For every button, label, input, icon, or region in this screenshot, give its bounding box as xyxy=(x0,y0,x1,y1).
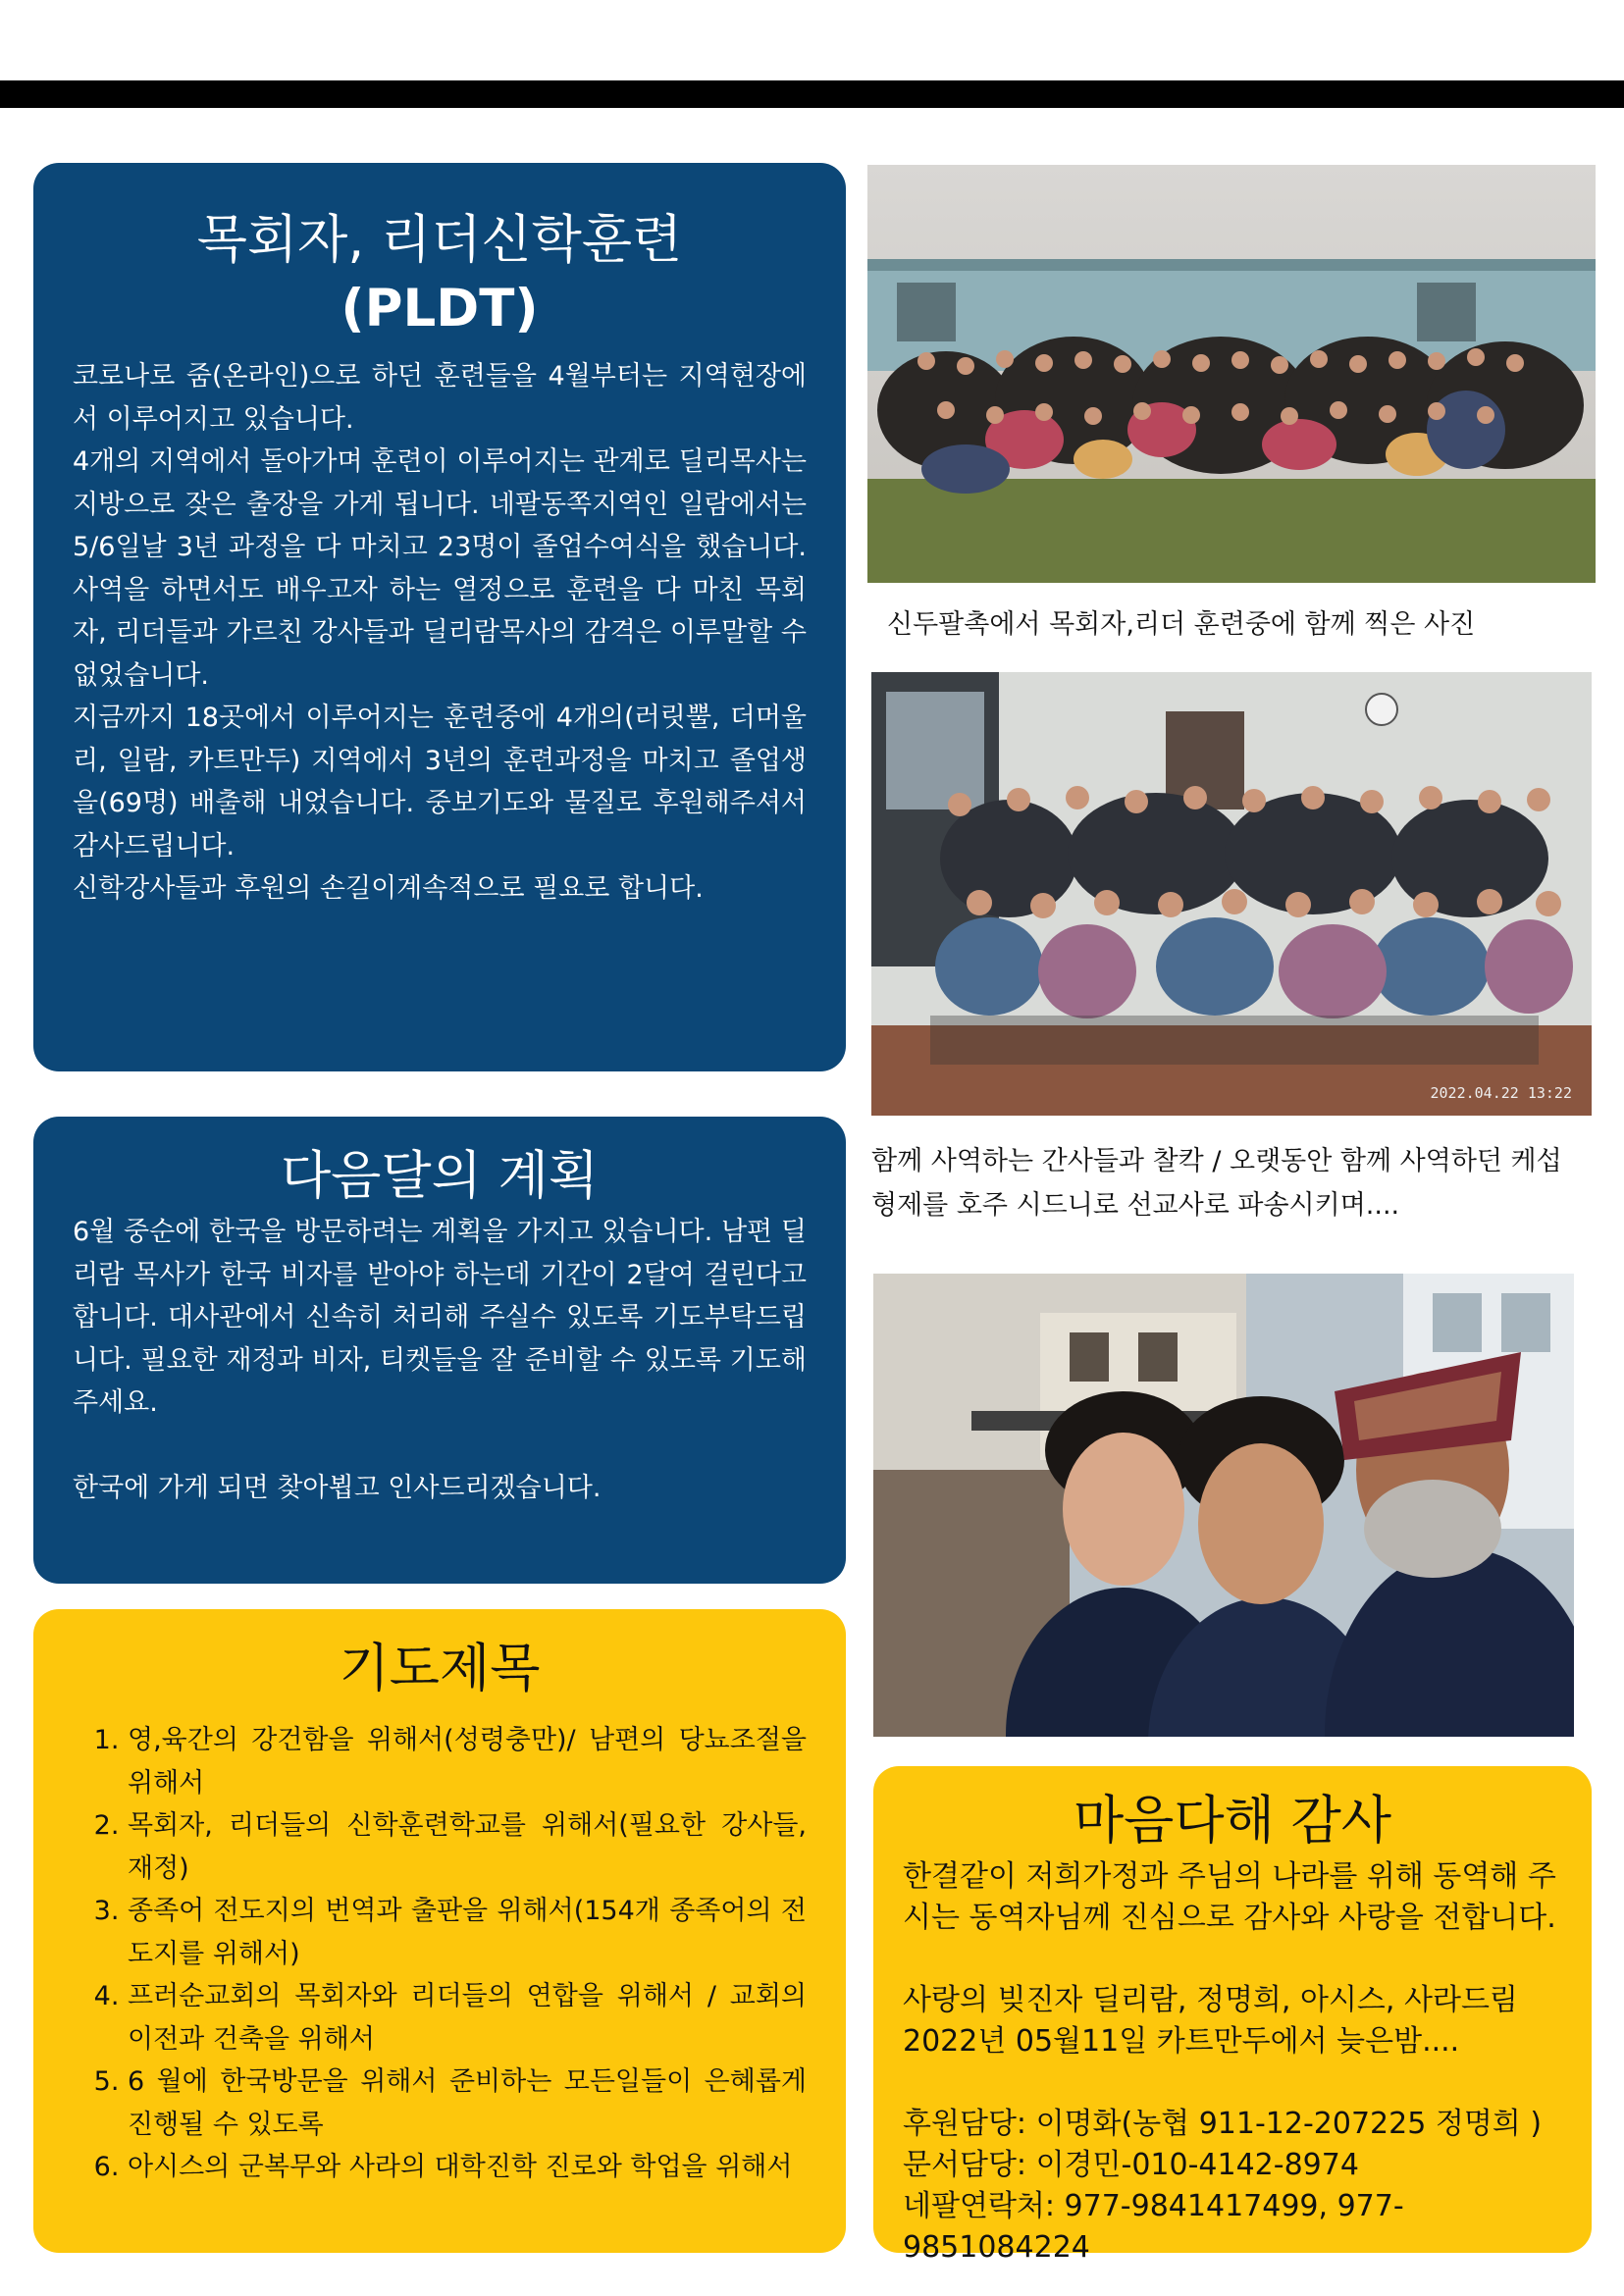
top-bar xyxy=(0,80,1624,108)
thanks-para1: 한결같이 저희가정과 주님의 나라를 위해 동역해 주시는 동역자님께 진심으로 감사와 사랑을 전합니다. xyxy=(903,1859,1556,1935)
prayer-item: 5. 6 월에 한국방문을 위해서 준비하는 모든일들이 은혜롭게 진행될 수 있도록 xyxy=(128,2061,807,2146)
group-photo-staff-image xyxy=(871,672,1592,1116)
prayer-title: 기도제목 xyxy=(339,1639,541,1698)
pldt-title-line2: (PLDT) xyxy=(341,279,539,339)
group-photo-training-image xyxy=(867,165,1596,583)
prayer-item: 2. 목회자, 리더들의 신학훈련학교를 위해서(필요한 강사들, 재정) xyxy=(128,1804,807,1890)
prayer-list xyxy=(73,1719,807,2189)
group-photo-training xyxy=(867,165,1596,583)
prayer-card xyxy=(33,1609,846,2253)
thanks-para2: 사랑의 빚진자 딜리람, 정명희, 아시스, 사라드림 2022년 05월11일 카트만두에서 늦은밤.... xyxy=(903,1983,1518,2059)
photo1-caption: 신두팔촉에서 목회자,리더 훈련중에 함께 찍은 사진 xyxy=(887,609,1476,640)
plan-body: 6월 중순에 한국을 방문하려는 계획을 가지고 있습니다. 남편 딜리람 목사가 한국 비자를 받아야 하는데 기간이 2달여 걸린다고 합니다. 대사관에서 신속히 처리해 주실수 있도록 기도부탁드립니다. 필요한 재정과 비자, 티켓들을 잘 준비할 수 있도록 기도해 주세요. 한국에 가게 되면 찾아뵙고 인사드리겠습니다. xyxy=(73,1217,807,1503)
thanks-card xyxy=(873,1766,1592,2265)
photo-timestamp: 2022.04.22 13:22 xyxy=(1430,1084,1572,1102)
prayer-item: 3. 종족어 전도지의 번역과 출판을 위해서(154개 종족어의 전도지를 위해서) xyxy=(128,1890,807,1975)
thanks-contact-nepal: 네팔연락처: 977-9841417499, 977-9851084224 xyxy=(903,2189,1404,2265)
pldt-card xyxy=(33,163,846,1071)
plan-card xyxy=(33,1117,846,1584)
prayer-item: 6. 아시스의 군복무와 사라의 대학진학 진로와 학업을 위해서 xyxy=(128,2146,807,2189)
prayer-item: 1. 영,육간의 강건함을 위해서(성령충만)/ 남편의 당뇨조절을 위해서 xyxy=(128,1719,807,1804)
family-photo xyxy=(873,1274,1574,1737)
plan-title: 다음달의 계획 xyxy=(280,1146,600,1206)
thanks-contact-support: 후원담당: 이명화(농협 911-12-207225 정명희 ) xyxy=(903,2107,1543,2141)
photo2-caption: 함께 사역하는 간사들과 찰칵 / 오랫동안 함께 사역하던 케섭 형제를 호주 시드니로 선교사로 파송시키며.... xyxy=(871,1146,1562,1221)
pldt-title xyxy=(73,206,807,343)
thanks-title: 마음다해 감사 xyxy=(1073,1791,1392,1851)
group-photo-staff xyxy=(871,672,1592,1116)
prayer-item: 4. 프러순교회의 목회자와 리더들의 연합을 위해서 / 교회의 이전과 건축을 위해서 xyxy=(128,1975,807,2061)
thanks-contact-docs: 문서담당: 이경민-010-4142-8974 xyxy=(903,2148,1359,2182)
pldt-title-line1: 목회자, 리더신학훈련 xyxy=(196,210,683,270)
pldt-body: 코로나로 줌(온라인)으로 하던 훈련들을 4월부터는 지역현장에서 이루어지고 있습니다. 4개의 지역에서 돌아가며 훈련이 이루어지는 관계로 딜리목사는 지방으로 잦은 출장을 가게 됩니다. 네팔동쪽지역인 일람에서는 5/6일날 3년 과정을 다 마치고 23명이 졸업수여식을 했습니다. 사역을 하면서도 배우고자 하는 열정으로 훈련을 다 마친 목회자, 리더들과 가르친 강사들과 딜리람목사의 감격은 이루말할 수 없었습니다. 지금까지 18곳에서 이루어지는 훈련중에 4개의(러릿뿔, 더머울리, 일람, 카트만두) 지역에서 3년의 훈련과정을 마치고 졸업생을(69명) 배출해 내었습니다. 중보기도와 물질로 후원해주셔서 감사드립니다. 신학강사들과 후원의 손길이계속적으로 필요로 합니다. xyxy=(73,361,807,904)
family-photo-image xyxy=(873,1274,1574,1737)
